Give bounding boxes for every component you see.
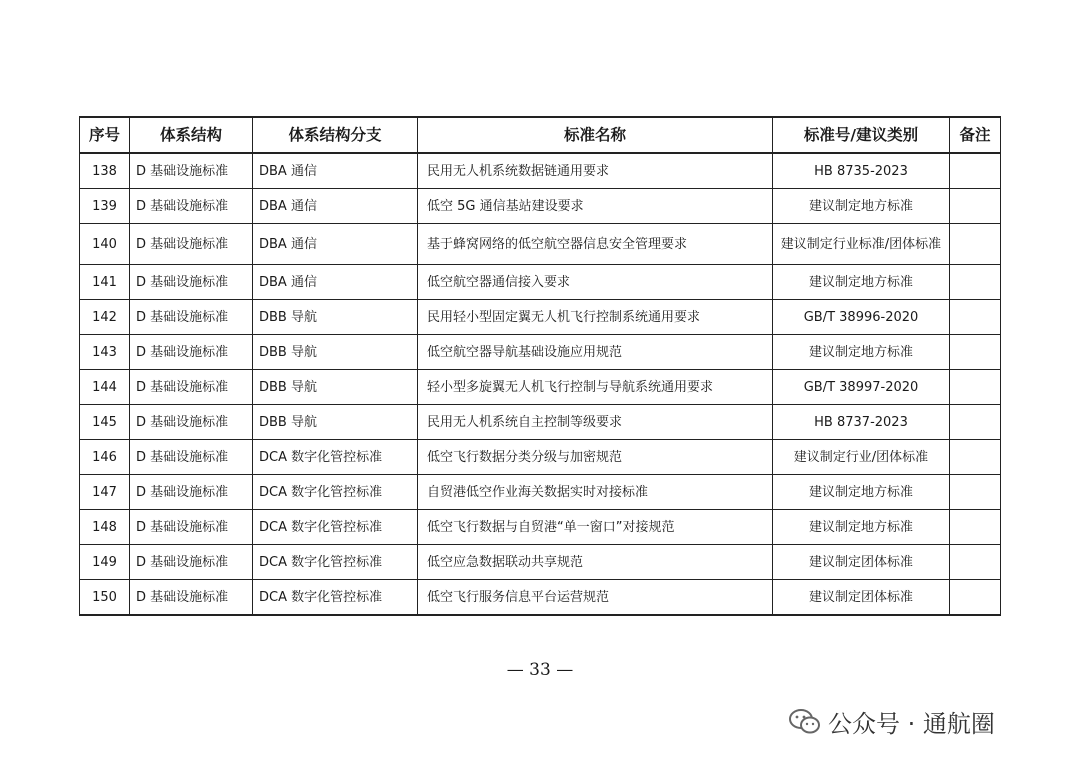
row-branch: DBB 导航 bbox=[253, 335, 418, 370]
row-standard-name: 低空 5G 通信基站建设要求 bbox=[418, 189, 773, 224]
row-note bbox=[950, 405, 1001, 440]
row-standard-name: 民用无人机系统数据链通用要求 bbox=[418, 153, 773, 189]
table-row bbox=[80, 510, 1001, 545]
row-standard-name: 民用无人机系统自主控制等级要求 bbox=[418, 405, 773, 440]
row-num: 146 bbox=[80, 440, 130, 475]
row-branch: DBA 通信 bbox=[253, 153, 418, 189]
row-num: 145 bbox=[80, 405, 130, 440]
row-standard-name: 低空飞行服务信息平台运营规范 bbox=[418, 580, 773, 616]
row-system: D 基础设施标准 bbox=[130, 545, 253, 580]
row-standard-code: 建议制定行业/团体标准 bbox=[773, 440, 950, 475]
row-system: D 基础设施标准 bbox=[130, 335, 253, 370]
row-note bbox=[950, 510, 1001, 545]
row-note bbox=[950, 153, 1001, 189]
row-standard-name: 轻小型多旋翼无人机飞行控制与导航系统通用要求 bbox=[418, 370, 773, 405]
header-system: 体系结构 bbox=[130, 117, 253, 153]
table-row bbox=[80, 545, 1001, 580]
row-standard-name: 自贸港低空作业海关数据实时对接标准 bbox=[418, 475, 773, 510]
row-standard-code: HB 8737-2023 bbox=[773, 405, 950, 440]
row-standard-code: GB/T 38997-2020 bbox=[773, 370, 950, 405]
row-branch: DBB 导航 bbox=[253, 300, 418, 335]
row-standard-name: 低空飞行数据与自贸港“单一窗口”对接规范 bbox=[418, 510, 773, 545]
table-row bbox=[80, 580, 1001, 616]
row-note bbox=[950, 580, 1001, 616]
row-num: 150 bbox=[80, 580, 130, 616]
standards-table bbox=[79, 116, 1001, 616]
row-standard-code: GB/T 38996-2020 bbox=[773, 300, 950, 335]
row-standard-code: 建议制定团体标准 bbox=[773, 545, 950, 580]
row-num: 142 bbox=[80, 300, 130, 335]
row-num: 138 bbox=[80, 153, 130, 189]
row-num: 148 bbox=[80, 510, 130, 545]
row-standard-name: 低空飞行数据分类分级与加密规范 bbox=[418, 440, 773, 475]
row-branch: DBB 导航 bbox=[253, 405, 418, 440]
row-note bbox=[950, 265, 1001, 300]
header-num: 序号 bbox=[80, 117, 130, 153]
watermark-text: 公众号 · 通航圈 bbox=[828, 710, 995, 738]
row-system: D 基础设施标准 bbox=[130, 510, 253, 545]
row-standard-name: 低空航空器通信接入要求 bbox=[418, 265, 773, 300]
row-num: 144 bbox=[80, 370, 130, 405]
row-system: D 基础设施标准 bbox=[130, 475, 253, 510]
row-branch: DCA 数字化管控标准 bbox=[253, 475, 418, 510]
row-standard-code: 建议制定地方标准 bbox=[773, 510, 950, 545]
row-branch: DCA 数字化管控标准 bbox=[253, 545, 418, 580]
row-num: 147 bbox=[80, 475, 130, 510]
row-num: 139 bbox=[80, 189, 130, 224]
row-branch: DBA 通信 bbox=[253, 265, 418, 300]
row-num: 149 bbox=[80, 545, 130, 580]
table-row bbox=[80, 224, 1001, 265]
row-system: D 基础设施标准 bbox=[130, 153, 253, 189]
row-standard-name: 民用轻小型固定翼无人机飞行控制系统通用要求 bbox=[418, 300, 773, 335]
row-num: 143 bbox=[80, 335, 130, 370]
row-system: D 基础设施标准 bbox=[130, 370, 253, 405]
row-note bbox=[950, 300, 1001, 335]
row-system: D 基础设施标准 bbox=[130, 300, 253, 335]
wechat-icon bbox=[788, 708, 822, 736]
table-row bbox=[80, 370, 1001, 405]
row-num: 140 bbox=[80, 224, 130, 265]
row-system: D 基础设施标准 bbox=[130, 224, 253, 265]
row-standard-code: 建议制定地方标准 bbox=[773, 265, 950, 300]
row-standard-name: 基于蜂窝网络的低空航空器信息安全管理要求 bbox=[418, 224, 773, 265]
row-standard-code: 建议制定地方标准 bbox=[773, 475, 950, 510]
row-branch: DBA 通信 bbox=[253, 189, 418, 224]
row-num: 141 bbox=[80, 265, 130, 300]
row-note bbox=[950, 440, 1001, 475]
row-system: D 基础设施标准 bbox=[130, 580, 253, 616]
table-row bbox=[80, 440, 1001, 475]
table-row bbox=[80, 405, 1001, 440]
header-branch: 体系结构分支 bbox=[253, 117, 418, 153]
row-standard-code: 建议制定行业标准/团体标准 bbox=[773, 224, 950, 265]
row-note bbox=[950, 370, 1001, 405]
row-standard-name: 低空应急数据联动共享规范 bbox=[418, 545, 773, 580]
page-number: — 33 — bbox=[506, 660, 574, 680]
table-header-row bbox=[80, 117, 1001, 153]
row-branch: DBA 通信 bbox=[253, 224, 418, 265]
table-row bbox=[80, 189, 1001, 224]
row-note bbox=[950, 189, 1001, 224]
row-note bbox=[950, 335, 1001, 370]
row-note bbox=[950, 224, 1001, 265]
row-system: D 基础设施标准 bbox=[130, 265, 253, 300]
header-standard-name: 标准名称 bbox=[418, 117, 773, 153]
row-branch: DCA 数字化管控标准 bbox=[253, 440, 418, 475]
table-row bbox=[80, 300, 1001, 335]
row-standard-code: 建议制定地方标准 bbox=[773, 189, 950, 224]
table-row bbox=[80, 153, 1001, 189]
watermark bbox=[788, 704, 995, 739]
row-branch: DBB 导航 bbox=[253, 370, 418, 405]
table-row bbox=[80, 335, 1001, 370]
row-standard-name: 低空航空器导航基础设施应用规范 bbox=[418, 335, 773, 370]
table-row bbox=[80, 475, 1001, 510]
table-row bbox=[80, 265, 1001, 300]
row-standard-code: 建议制定团体标准 bbox=[773, 580, 950, 616]
row-standard-code: 建议制定地方标准 bbox=[773, 335, 950, 370]
row-note bbox=[950, 545, 1001, 580]
row-system: D 基础设施标准 bbox=[130, 440, 253, 475]
row-note bbox=[950, 475, 1001, 510]
header-note: 备注 bbox=[950, 117, 1001, 153]
row-branch: DCA 数字化管控标准 bbox=[253, 510, 418, 545]
row-system: D 基础设施标准 bbox=[130, 405, 253, 440]
row-system: D 基础设施标准 bbox=[130, 189, 253, 224]
row-standard-code: HB 8735-2023 bbox=[773, 153, 950, 189]
header-standard-code: 标准号/建议类别 bbox=[773, 117, 950, 153]
row-branch: DCA 数字化管控标准 bbox=[253, 580, 418, 616]
